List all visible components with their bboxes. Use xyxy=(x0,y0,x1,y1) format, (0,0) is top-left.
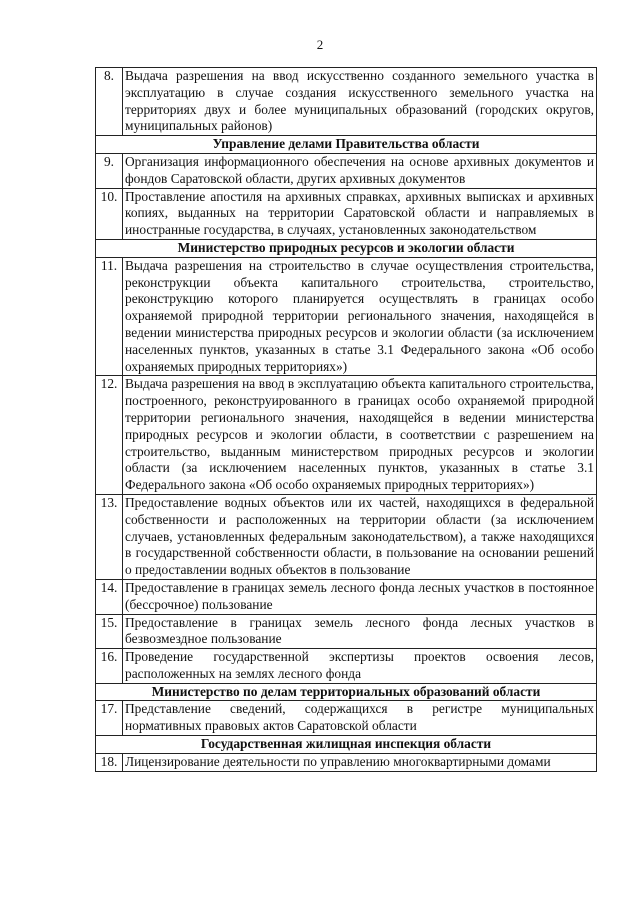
service-description: Предоставление в границах земель лесного фонда лесных участков в постоянное (бессрочное) пользование xyxy=(123,579,597,614)
item-number: 11. xyxy=(96,257,123,376)
item-number: 9. xyxy=(96,153,123,188)
service-row xyxy=(96,257,597,376)
service-row xyxy=(96,68,597,136)
service-description: Выдача разрешения на ввод искусственно созданного земельного участка в эксплуатацию в случае создания искусственного земельного участка на территориях двух и более муниципальных образований (городских округов, муниципальных районов) xyxy=(123,68,597,136)
page-number: 2 xyxy=(316,37,324,52)
service-description: Предоставление водных объектов или их частей, находящихся в федеральной собственности и расположенных на территории области (за исключением случаев, установленных федеральным законодательством), а также находящихся в государственной собственности области, в пользование на основании решений о предоставлении водных объектов в пользование xyxy=(123,494,597,579)
services-table xyxy=(95,67,597,772)
section-header-row xyxy=(96,136,597,154)
item-number: 8. xyxy=(96,68,123,136)
item-number: 17. xyxy=(96,701,123,736)
service-row xyxy=(96,649,597,684)
section-header-row xyxy=(96,736,597,754)
item-number: 15. xyxy=(96,614,123,649)
service-row xyxy=(96,701,597,736)
section-title: Министерство природных ресурсов и экологии области xyxy=(96,239,597,257)
service-description: Организация информационного обеспечения на основе архивных документов и фондов Саратовской области, других архивных документов xyxy=(123,153,597,188)
service-description: Выдача разрешения на строительство в случае осуществления строительства, реконструкции объекта капитального строительства, строительство, реконструкцию которого планируется осуществлять в границах особо охраняемой природной территории регионального значения, находящейся в ведении министерства природных ресурсов и экологии области (за исключением населенных пунктов, указанных в статье 3.1 Федерального закона «Об особо охраняемых природных территориях») xyxy=(123,257,597,376)
item-number: 18. xyxy=(96,753,123,771)
service-description: Лицензирование деятельности по управлению многоквартирными домами xyxy=(123,753,597,771)
service-description: Проведение государственной экспертизы проектов освоения лесов, расположенных на землях лесного фонда xyxy=(123,649,597,684)
service-row xyxy=(96,579,597,614)
item-number: 16. xyxy=(96,649,123,684)
service-description: Предоставление в границах земель лесного фонда лесных участков в безвозмездное пользование xyxy=(123,614,597,649)
service-row xyxy=(96,753,597,771)
item-number: 12. xyxy=(96,376,123,495)
item-number: 13. xyxy=(96,494,123,579)
service-row xyxy=(96,614,597,649)
service-row xyxy=(96,188,597,239)
service-description: Выдача разрешения на ввод в эксплуатацию объекта капитального строительства, построенного, реконструированного в границах особо охраняемой природной территории регионального значения, находящейся в ведении министерства природных ресурсов и экологии области, в соответствии с разрешением на строительство, выданным министерством природных ресурсов и экологии области (за исключением населенных пунктов, указанных в статье 3.1 Федерального закона «Об особо охраняемых природных территориях») xyxy=(123,376,597,495)
service-description: Проставление апостиля на архивных справках, архивных выписках и архивных копиях, выданных на территории Саратовской области и направляемых в иностранные государства, в случаях, установленных законодательством xyxy=(123,188,597,239)
section-header-row xyxy=(96,239,597,257)
item-number: 10. xyxy=(96,188,123,239)
service-description: Представление сведений, содержащихся в регистре муниципальных нормативных правовых актов Саратовской области xyxy=(123,701,597,736)
service-row xyxy=(96,494,597,579)
section-title: Государственная жилищная инспекция области xyxy=(96,736,597,754)
item-number: 14. xyxy=(96,579,123,614)
section-title: Министерство по делам территориальных образований области xyxy=(96,683,597,701)
service-row xyxy=(96,153,597,188)
section-title: Управление делами Правительства области xyxy=(96,136,597,154)
service-row xyxy=(96,376,597,495)
section-header-row xyxy=(96,683,597,701)
